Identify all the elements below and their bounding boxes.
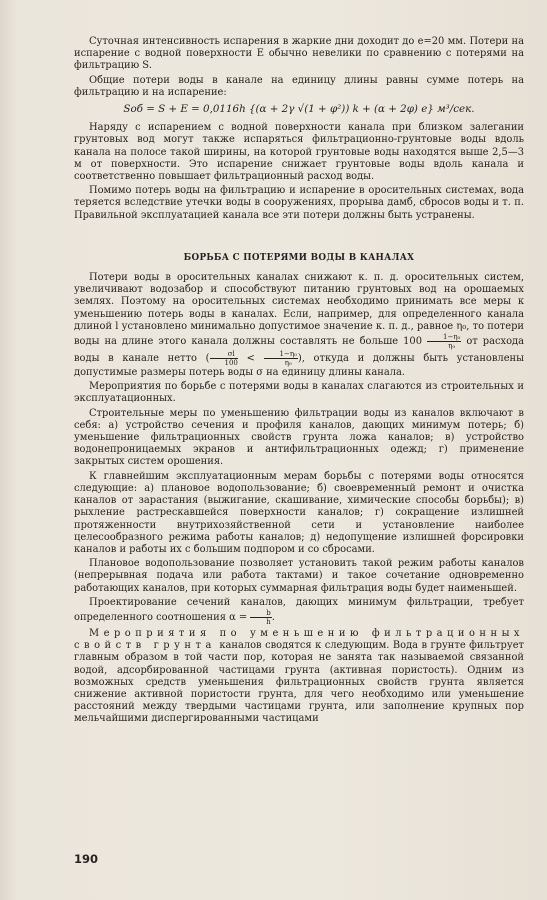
paragraph-evaporation-intensity: Суточная интенсивность испарения в жаркие дни доходит до e=20 мм. Потери на испарение с водной поверхности E обычно невелики по сравнению с потерями на фильтрацию S. <box>74 36 524 72</box>
fraction-loss-ratio: $\frac{\text{1−η₀}}{\text{η₀}}$ <box>427 333 461 350</box>
fraction-sigma-l: $\frac{\sigma l}{100}$ <box>210 350 238 367</box>
page-number: 190 <box>74 852 99 866</box>
fraction-eta-ratio: $\frac{\text{1−η₀}}{\text{η₀}}$ <box>264 350 298 367</box>
efficiency-text-part3: откуда и должны быть установлены допустимые размеры потерь воды σ на единицу длины канала. <box>74 353 524 379</box>
paragraph-groundwater-evaporation: Наряду с испарением с водной поверхности канала при близком залегании грунтовых вод могут также испаряться фильтрационно-грунтовые воды вдоль канала на полосе такой ширины, на которой грунтовые воды находятся выше 2,5—3 м от поверхности. Это испарение снижает грунтовые воды вдоль канала и соответственно повышает фильтрационный расход воды. <box>74 122 524 183</box>
efficiency-text-part2: от расхода воды в канале нетто <box>74 336 524 365</box>
paragraph-efficiency: Потери воды в оросительных каналах снижают к. п. д. оросительных систем, увеличивают водозабор и способствуют питанию грунтовых вод на орошаемых землях. Поэтому на оросительных системах необходимо принимать все меры к уменьшению потерь воды в каналах. Если, например, для определенного канала длиной l установлено минимально допустимое значение к. п. д., равное η₀, то потери воды на длине этого канала должны составлять не больше 100 $\frac{\text{1−η₀}}{\text{η₀}}$ от расхода воды в канале нетто ( $\frac{\sigma l}{100}$ < $\frac{\text{1−η₀}}{\text{η₀}}$ ), откуда и должны быть установлены допустимые размеры потерь воды σ на единицу длины канала. <box>74 272 524 379</box>
section-design-text: Проектирование сечений каналов, дающих минимум фильтрации, требует определенного соотношения α = <box>74 596 524 623</box>
paragraph-other-losses: Помимо потерь воды на фильтрацию и испарение в оросительных системах, вода теряется вследствие утечки воды в сооружениях, прорыва дамб, сбросов воды и т. п. Правильной эксплуатацией канала все эти потери должны быть устранены. <box>74 185 524 221</box>
paragraph-section-design: Проектирование сечений каналов, дающих минимум фильтрации, требует определенного соотношения α = $\frac{b}{h}$ . <box>74 596 524 626</box>
formula-total-losses: Sоб = S + E = 0,0116h {(α + 2γ √(1 + φ²)) k + (α + 2φ) e} м³/сек. <box>123 103 475 116</box>
paragraph-planned-water-use: Плановое водопользование позволяет установить такой режим работы каналов (непрерывная подача или работа тактами) и такое сочетание одновременно работающих каналов, при которых суммарная фильтрация воды будет наименьшей. <box>74 558 524 594</box>
paragraph-soil-properties <box>74 628 524 726</box>
soil-properties-text: каналов сводятся к следующим. Вода в грунте фильтрует главным образом в той части пор, которая не занята так называемой связанной водой, адсорбированной частицами грунта (активная пористость). Одним из возможных средств уменьшения фильтрационных свойств грунта является снижение активной пористости грунта, для чего необходимо или уменьшение расстояний между твердыми частицами грунта, или заполнение крупных пор мельчайшими диспергированными частицами <box>74 640 524 725</box>
paragraph-total-losses: Общие потери воды в канале на единицу длины равны сумме потерь на фильтрацию и на испарение: <box>74 74 524 98</box>
efficiency-text-part1: Потери воды в оросительных каналах снижают к. п. д. оросительных систем, увеличивают водозабор и способствуют питанию грунтовых вод на орошаемых землях. Поэтому на оросительных системах необходимо принимать все меры к уменьшению потерь воды в каналах. Если, например, для определенного канала длиной l установлено минимально допустимое значение к. п. д., равное η₀, то потери воды на длине этого канала должны составлять не больше 100 <box>74 272 524 348</box>
paragraph-construction-measures: Строительные меры по уменьшению фильтрации воды из каналов включают в себя: а) устройство сечения и профиля каналов, дающих минимум потерь; б) уменьшение фильтрационных свойств грунта ложа каналов; в) устройство водонепроницаемых экранов и антифильтрационных одежд; г) применение закрытых систем орошения. <box>74 407 524 468</box>
text-column <box>74 36 524 728</box>
spaced-emphasis-text: Мероприятия по уменьшению фильтрационных свойств грунта <box>74 627 524 652</box>
section-heading: БОРЬБА С ПОТЕРЯМИ ВОДЫ В КАНАЛАХ <box>183 252 415 263</box>
paragraph-operational-measures: К главнейшим эксплуатационным мерам борьбы с потерями воды относятся следующие: а) плановое водопользование; б) своевременный ремонт и очистка каналов от зарастания (выжигание, скашивание, химические способы борьбы); в) рыхление растрескавшейся поверхности каналов; г) сокращение излишней протяженности внутрихозяйственной сети и установление наиболее целесообразного режима работы каналов; д) недопущение излишней форсировки каналов и работы их с большим подпором и со сбросами. <box>74 470 524 555</box>
paragraph-measures-types: Мероприятия по борьбе с потерями воды в каналах слагаются из строительных и эксплуатационных. <box>74 381 524 405</box>
fraction-b-over-h: $\frac{b}{h}$ <box>250 609 271 626</box>
